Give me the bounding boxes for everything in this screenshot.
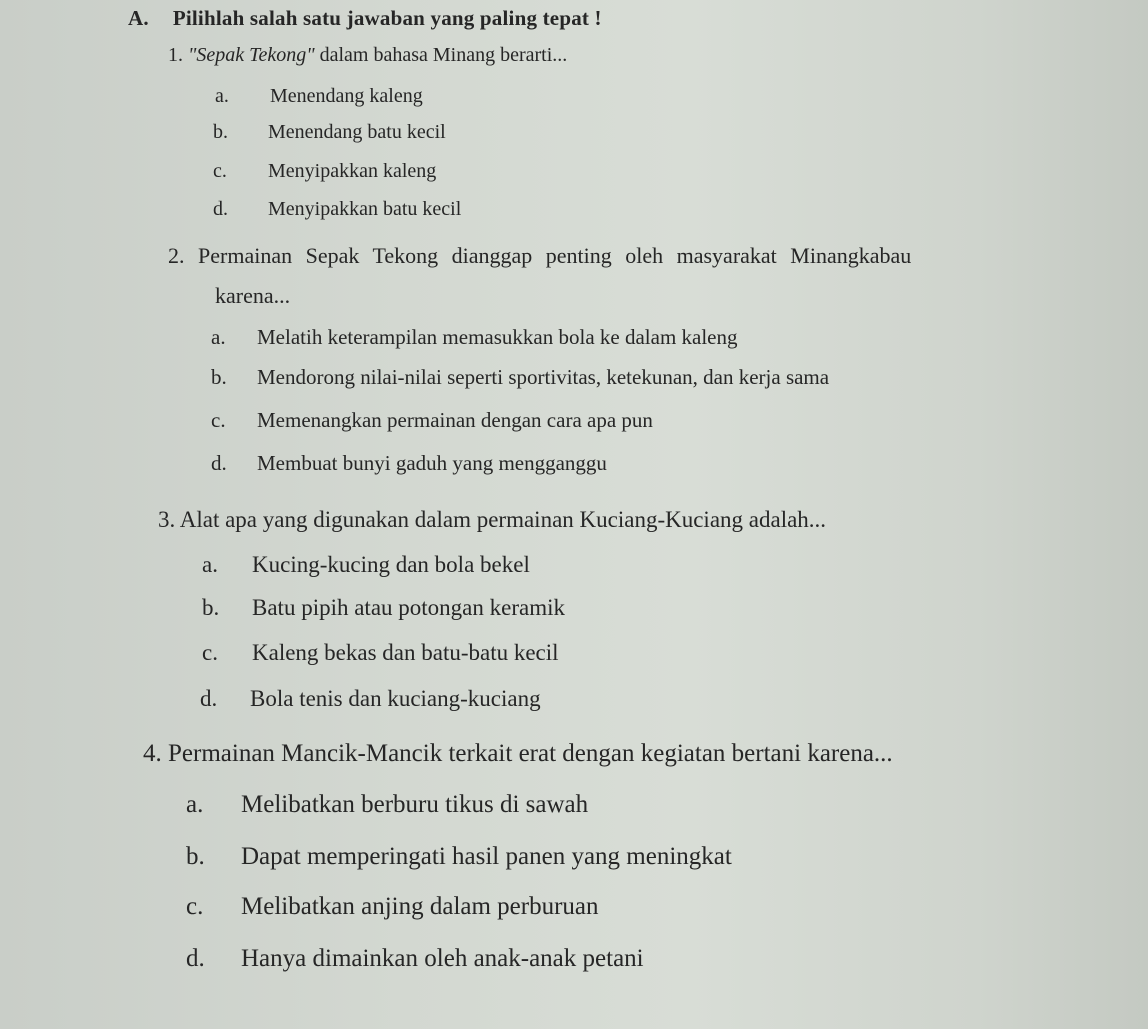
question-2-option-d[interactable] xyxy=(211,453,607,474)
question-2-text-line2: karena... xyxy=(215,283,291,308)
option-letter: a. xyxy=(215,85,229,107)
option-text: Memenangkan permainan dengan cara apa pun xyxy=(257,408,653,432)
option-text: Melibatkan berburu tikus di sawah xyxy=(241,791,589,818)
option-text: Menendang batu kecil xyxy=(268,121,446,143)
question-4-number: 4. xyxy=(143,740,162,767)
question-1-option-c[interactable] xyxy=(213,161,436,181)
option-letter: d. xyxy=(213,198,228,220)
option-text: Menendang kaleng xyxy=(270,85,423,107)
option-text: Hanya dimainkan oleh anak-anak petani xyxy=(241,945,644,972)
option-text: Menyipakkan kaleng xyxy=(268,160,437,182)
question-1-text: dalam bahasa Minang berarti... xyxy=(314,44,568,66)
option-text: Kaleng bekas dan batu-batu kecil xyxy=(252,640,559,665)
option-letter: a. xyxy=(202,552,218,577)
option-letter: c. xyxy=(213,160,227,182)
option-letter: d. xyxy=(186,945,205,972)
option-text: Menyipakkan batu kecil xyxy=(268,198,462,220)
question-2-continued xyxy=(215,285,290,307)
question-1-option-a[interactable] xyxy=(215,86,423,106)
option-letter: c. xyxy=(186,893,204,920)
option-letter: a. xyxy=(186,791,204,818)
question-1-option-d[interactable] xyxy=(213,199,461,219)
option-text: Membuat bunyi gaduh yang mengganggu xyxy=(257,451,607,475)
section-heading xyxy=(128,8,602,29)
option-text: Mendorong nilai-nilai seperti sportivitas, ketekunan, dan kerja sama xyxy=(257,365,830,389)
question-1-option-b[interactable] xyxy=(213,122,446,142)
question-3-text: Alat apa yang digunakan dalam permainan Kuciang-Kuciang adalah... xyxy=(179,507,827,532)
question-2 xyxy=(168,245,911,267)
question-4-option-b[interactable] xyxy=(186,844,732,869)
option-text: Melatih keterampilan memasukkan bola ke dalam kaleng xyxy=(257,325,738,349)
section-letter: A. xyxy=(128,6,149,30)
section-instruction: Pilihlah salah satu jawaban yang paling tepat ! xyxy=(172,6,602,30)
question-3-option-a[interactable] xyxy=(202,553,530,576)
question-4-text: Permainan Mancik-Mancik terkait erat dengan kegiatan bertani karena... xyxy=(168,740,893,767)
option-letter: d. xyxy=(200,686,218,711)
question-2-number: 2. xyxy=(168,243,185,268)
question-3-option-c[interactable] xyxy=(202,641,559,664)
question-3-number: 3. xyxy=(158,507,176,532)
option-letter: c. xyxy=(202,640,218,665)
question-4-option-a[interactable] xyxy=(186,792,588,817)
question-2-text-line1: Permainan Sepak Tekong dianggap penting oleh masyarakat Minangkabau xyxy=(198,243,912,268)
option-letter: b. xyxy=(213,121,228,143)
option-letter: b. xyxy=(186,843,205,870)
option-letter: b. xyxy=(202,595,220,620)
question-3-option-d[interactable] xyxy=(200,687,541,710)
option-letter: b. xyxy=(211,365,227,389)
option-letter: c. xyxy=(211,408,226,432)
option-letter: a. xyxy=(211,325,226,349)
question-2-option-a[interactable] xyxy=(211,327,738,348)
question-3-option-b[interactable] xyxy=(202,596,565,619)
question-2-option-b[interactable] xyxy=(211,367,829,388)
option-text: Batu pipih atau potongan keramik xyxy=(252,595,565,620)
question-4 xyxy=(143,741,893,766)
question-1-number: 1. xyxy=(168,44,183,66)
option-text: Kucing-kucing dan bola bekel xyxy=(252,552,530,577)
question-3 xyxy=(158,508,826,531)
option-text: Dapat memperingati hasil panen yang meningkat xyxy=(241,843,732,870)
option-letter: d. xyxy=(211,451,227,475)
question-1-term: "Sepak Tekong" xyxy=(188,44,315,66)
question-4-option-c[interactable] xyxy=(186,894,599,919)
question-1 xyxy=(168,45,567,65)
option-text: Melibatkan anjing dalam perburuan xyxy=(241,893,599,920)
option-text: Bola tenis dan kuciang-kuciang xyxy=(250,686,541,711)
question-4-option-d[interactable] xyxy=(186,946,644,971)
question-2-option-c[interactable] xyxy=(211,410,653,431)
